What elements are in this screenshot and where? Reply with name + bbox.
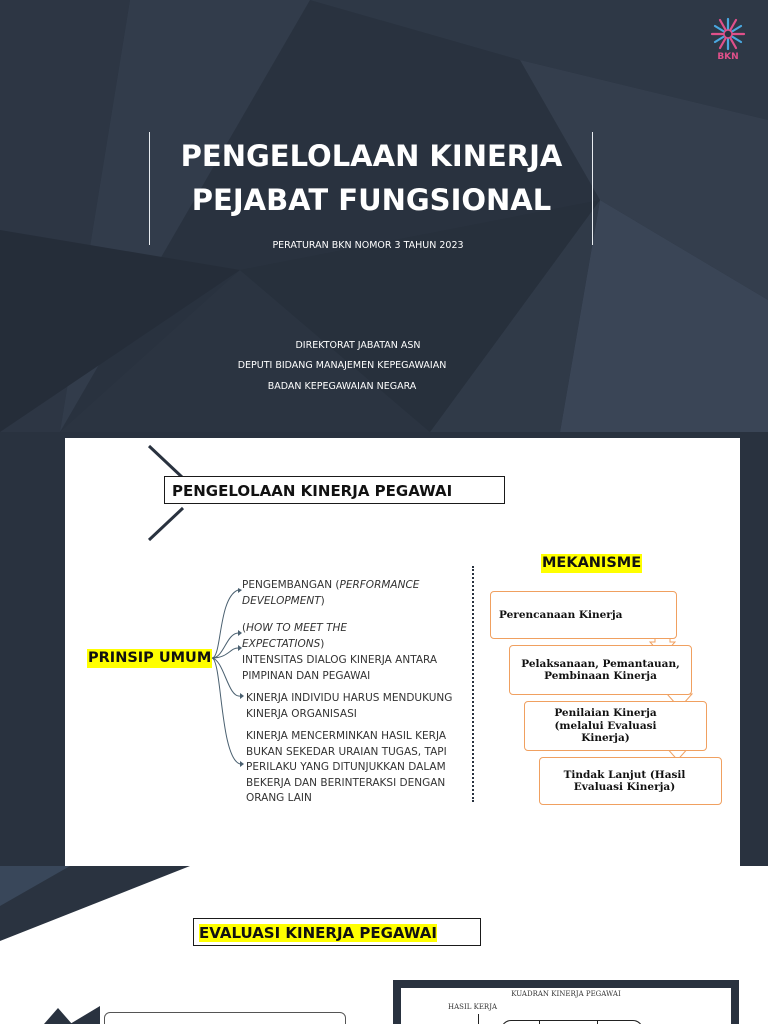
slide-title-line2: PEJABAT FUNGSIONAL	[191, 183, 552, 217]
bkn-emblem-icon	[708, 14, 748, 54]
quadrant-chart-frame	[393, 980, 739, 1024]
principle-2: (HOW TO MEET THE EXPECTATIONS)	[242, 622, 348, 650]
principle-1: PENGEMBANGAN (PERFORMANCE DEVELOPMENT)	[242, 579, 420, 607]
org-line-3: BADAN KEPEGAWAIAN NEGARA	[267, 381, 417, 392]
principle-3: INTENSITAS DIALOG KINERJA ANTARA PIMPINAN DAN PEGAWAI	[242, 654, 438, 682]
quadrant-grid	[501, 1020, 643, 1024]
column-divider	[472, 566, 474, 802]
bkn-logo-text: BKN	[717, 52, 739, 62]
principle-5: KINERJA MENCERMINKAN HASIL KERJA BUKAN SEKEDAR URAIAN TUGAS, TAPI PERILAKU YANG DITUNJUKKAN DALAM BEKERJA DAN BERINTERAKSI DENGAN ORANG LAIN	[246, 730, 447, 804]
slide-panel	[65, 438, 740, 866]
slide-subtitle: PERATURAN BKN NOMOR 3 TAHUN 2023	[272, 240, 464, 251]
org-line-1: DIREKTORAT JABATAN ASN	[295, 340, 421, 351]
step-pelaksanaan: Pelaksanaan, Pemantauan, Pembinaan Kinerja	[509, 645, 692, 695]
title-slide	[0, 0, 768, 432]
org-line-2: DEPUTI BIDANG MANAJEMEN KEPEGAWAIAN	[237, 360, 447, 371]
evaluasi-title-box	[193, 918, 481, 946]
section-title: PENGELOLAAN KINERJA PEGAWAI	[164, 476, 505, 504]
slide-title-line1: PENGELOLAAN KINERJA	[180, 139, 563, 173]
quadrant-axis-label: HASIL KERJA	[448, 1003, 498, 1011]
content-slide-pengelolaan	[0, 432, 768, 866]
bkn-logo	[708, 14, 748, 64]
quadrant-grid-divider-2	[597, 1020, 598, 1024]
prinsip-umum-label: PRINSIP UMUM	[88, 650, 212, 666]
quadrant-chart-title: KUADRAN KINERJA PEGAWAI	[511, 990, 621, 998]
quadrant-chart	[401, 988, 731, 1024]
step-perencanaan: Perencanaan Kinerja	[490, 591, 677, 639]
step-tindak-lanjut: Tindak Lanjut (Hasil Evaluasi Kinerja)	[539, 757, 722, 805]
quadrant-y-axis	[478, 1014, 479, 1024]
mekanisme-label: MEKANISME	[542, 555, 642, 571]
content-slide-evaluasi	[0, 866, 768, 1024]
quadrant-grid-divider-1	[539, 1020, 540, 1024]
step-penilaian: Penilaian Kinerja (melalui Evaluasi Kinerja)	[524, 701, 707, 751]
principle-4: KINERJA INDIVIDU HARUS MENDUKUNG KINERJA ORGANISASI	[246, 692, 453, 720]
partial-box	[104, 1012, 346, 1024]
evaluasi-title: EVALUASI KINERJA PEGAWAI	[199, 924, 437, 942]
